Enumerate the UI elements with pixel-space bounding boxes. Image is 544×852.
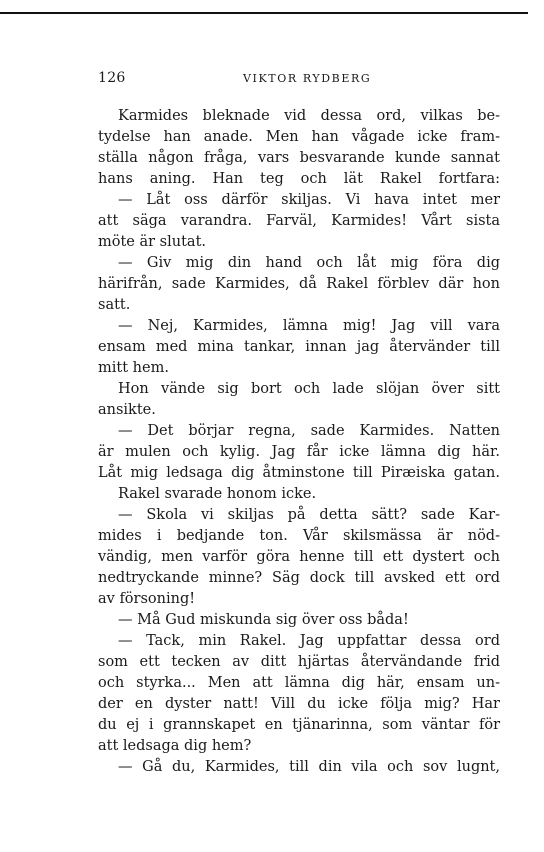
text-line: — Nej, Karmides, lämna mig! Jag vill vara [118,318,500,334]
text-line: Rakel svarade honom icke. [118,486,317,502]
text-line: ansikte. [98,402,156,418]
text-line: härifrån, sade Karmides, då Rakel förblev där hon [98,276,500,292]
text-line: Karmides bleknade vid dessa ord, vilkas be- [118,108,500,124]
text-line: — Gå du, Karmides, till din vila och sov lugnt, [118,759,500,775]
text-line: hans aning. Han teg och lät Rakel fortfara: [98,171,500,187]
text-line: av försoning! [98,591,196,607]
text-line: som ett tecken av ditt hjärtas återvändande frid [98,654,500,670]
text-line: — Det börjar regna, sade Karmides. Natten [118,423,500,439]
text-line: der en dyster natt! Vill du icke följa mig? Har [98,696,500,712]
text-line: är mulen och kylig. Jag får icke lämna dig här. [98,444,500,460]
text-line: — Giv mig din hand och låt mig föra dig [118,255,500,271]
text-line: mitt hem. [98,360,169,376]
text-line: ensam med mina tankar, innan jag återvänder till [98,339,500,355]
text-line: — Låt oss därför skiljas. Vi hava intet mer [118,192,500,208]
body-text [98,106,500,778]
text-line: att säga varandra. Farväl, Karmides! Vårt sista [98,213,500,229]
text-line: vändig, men varför göra henne till ett dystert och [98,549,500,565]
text-line: mides i bedjande ton. Vår skilsmässa är nöd- [98,528,500,544]
page-number: 126 [98,70,126,86]
text-line: tydelse han anade. Men han vågade icke fram- [98,129,500,145]
text-line: Låt mig ledsaga dig åtminstone till Piræiska gatan. [98,465,500,481]
text-line: och styrka... Men att lämna dig här, ensam un- [98,675,500,691]
text-line: nedtryckande minne? Säg dock till avsked ett ord [98,570,500,586]
text-line: möte är slutat. [98,234,207,250]
text-line: — Tack, min Rakel. Jag uppfattar dessa ord [118,633,500,649]
text-line: ställa någon fråga, vars besvarande kunde sannat [98,150,500,166]
text-line: — Må Gud miskunda sig över oss båda! [118,612,409,628]
running-head: VIKTOR RYDBERG [243,72,372,85]
text-line: att ledsaga dig hem? [98,738,252,754]
top-rule [0,12,528,14]
text-line: Hon vände sig bort och lade slöjan över sitt [118,381,500,397]
text-line: satt. [98,297,131,313]
page-header [98,70,498,90]
text-line: du ej i grannskapet en tjänarinna, som väntar för [98,717,500,733]
text-line: — Skola vi skiljas på detta sätt? sade Kar- [118,507,500,523]
